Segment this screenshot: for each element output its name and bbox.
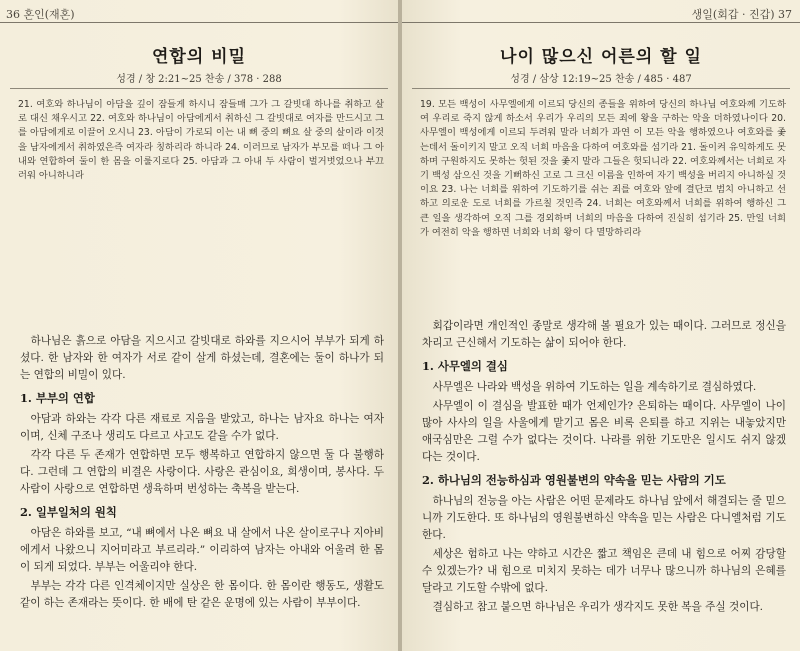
right-page: [402, 0, 800, 651]
paragraph: 부부는 각각 다른 인격체이지만 실상은 한 몸이다. 한 몸이란 행동도, 생활도 같이 하는 존재라는 뜻이다. 한 배에 탄 같은 운명에 있는 사람이 부부이다.: [20, 580, 384, 609]
section-heading-1: 1. 사무엘의 결심: [422, 359, 508, 373]
intro-paragraph: 회갑이라면 개인적인 종말로 생각해 볼 필요가 있는 때이다. 그러므로 정신을 차리고 근신해서 기도하는 삶이 되어야 한다.: [422, 320, 786, 349]
left-page: [0, 0, 398, 651]
header-rule: [402, 22, 800, 23]
page-title: 연합의 비밀: [151, 47, 247, 67]
reference-rule: [10, 88, 388, 89]
reference-rule: [412, 88, 790, 89]
paragraph: 각각 다른 두 존재가 연합하면 모두 행복하고 연합하지 않으면 둘 다 불행하다. 그런데 그 연합의 비결은 사랑이다. 사랑은 관심이요, 희생이며, 봉사다. 두 사람이 사랑으로 연합하면 생육하며 번성하는 축복을 받는다.: [20, 449, 384, 495]
paragraph: 아담은 하와를 보고, “내 뼈에서 나온 뼈요 내 살에서 나온 살이로구나 지아비에게서 나왔으니 지어미라고 부르리라.” 이리하여 남자는 아내와 어울려 한 몸이 되게 되었다. 부부는 어울리야 한다.: [20, 527, 384, 573]
scripture-passage: 19. 모든 백성이 사무엘에게 이르되 당신의 종들을 위하여 당신의 하나님 여호와께 기도하여 우리로 죽지 않게 하소서 우리가 우리의 모든 죄에 왕을 구하는 악을 더하였나이다 20. 사무엘이 백성에게 이르되 두려워 말라 너희가 과연 이 모든 악을 행하였으나 여호와를 좇는데서 돌이키지 말고 오직 너희 마음을 다하여 여호와를 섬기라 21. 돌이켜 유익하게도 못하며 구원하지도 못하는 헛된 것을 좇지 말라 그들은 헛되니라 22. 여호와께서는 너희로 자기 백성 삼으신 것을 기뻐하신 고로 그 크신 이름을 인하여 자기 백성을 버리지 아니하실 것이요 23. 나는 너희를 위하여 기도하기를 쉬는 죄를 여호와 앞에 결단코 범치 아니하고 선하고 의로운 도로 너희를 가르칠 것인즉 24. 너희는 여호와께서 너희를 위하여 행하신 그 큰 일을 생각하여 오직 그를 경외하며 너희의 마음을 다하여 진실히 섬기라 25. 만일 너희가 여전히 악을 행하면 너희와 너희 왕이 다 멸망하리라: [420, 99, 786, 238]
paragraph: 하나님의 전능을 아는 사람은 어떤 문제라도 하나님 앞에서 해결되는 줄 믿으니까 기도한다. 또 하나님의 영원불변하신 약속을 믿는 사람은 다니엘처럼 기도한다.: [422, 495, 786, 541]
section-heading-2: 2. 일부일처의 원칙: [20, 505, 117, 519]
paragraph: 사무엘이 이 결심을 발표한 때가 언제인가? 은퇴하는 때이다. 사무엘이 나이 많아 사사의 일을 사울에게 맡기고 몸은 비록 은퇴를 하고 지위는 내놓았지만 애국심만은 그럴 수가 없다는 것이다. 나라를 위한 기도만은 일시도 쉬지 않겠다는 것이다.: [422, 400, 786, 463]
section-heading-2: 2. 하나님의 전능하심과 영원불변의 약속을 믿는 사람의 기도: [422, 473, 726, 487]
sermon-body: [422, 318, 786, 618]
intro-paragraph: 하나님은 흙으로 아담을 지으시고 갈빗대로 하와를 지으시어 부부가 되게 하셨다. 한 남자와 한 여자가 서로 같이 살게 하셨는데, 결혼에는 둘이 하나가 되는 연합의 비밀이 있다.: [20, 335, 384, 381]
scripture-passage: 21. 여호와 하나님이 아담을 깊이 잠들게 하시니 잠들매 그가 그 갈빗대 하나를 취하고 살로 대신 채우시고 22. 여호와 하나님이 아담에게서 취하신 그 갈빗대로 여자를 만드시고 그를 아담에게로 이끌어 오시니 23. 아담이 가로되 이는 내 뼈 중의 뼈요 살 중의 살이라 이것을 남자에게서 취하였은즉 여자라 칭하리라 하니라 24. 이러므로 남자가 부모를 떠나 그 아내와 연합하여 둘이 한 몸을 이룰지로다 25. 아담과 그 아내 두 사람이 벌거벗었으나 부끄러워 아니하니라: [18, 99, 384, 182]
scripture-reference: 성경 / 삼상 12:19~25 찬송 / 485 · 487: [510, 74, 692, 85]
paragraph: 세상은 험하고 나는 약하고 시간은 짧고 책임은 큰데 내 힘으로 어찌 감당할 수 있겠는가? 내 힘으로 미치지 못하는 데가 너무나 많으니까 하나님의 은혜를 달라고 기도할 수밖에 없다.: [422, 548, 786, 594]
section-heading-1: 1. 부부의 연합: [20, 391, 95, 405]
scripture-reference: 성경 / 창 2:21~25 찬송 / 378 · 288: [116, 74, 282, 85]
header-rule: [0, 22, 398, 23]
paragraph: 아담과 하와는 각각 다른 재료로 지음을 받았고, 하나는 남자요 하나는 여자이며, 신체 구조나 생리도 다르고 사고도 같을 수가 없다.: [20, 413, 384, 442]
paragraph: 사무엘은 나라와 백성을 위하여 기도하는 일을 계속하기로 결심하였다.: [432, 381, 757, 393]
paragraph: 결심하고 참고 붙으면 하나님은 우리가 생각지도 못한 복을 주실 것이다.: [432, 601, 764, 613]
sermon-body: [20, 333, 384, 614]
page-title: 나이 많으신 어른의 할 일: [500, 47, 702, 67]
running-header: 36 혼인(재혼): [6, 8, 75, 21]
running-header: 생일(회갑 · 진갑) 37: [691, 8, 792, 21]
